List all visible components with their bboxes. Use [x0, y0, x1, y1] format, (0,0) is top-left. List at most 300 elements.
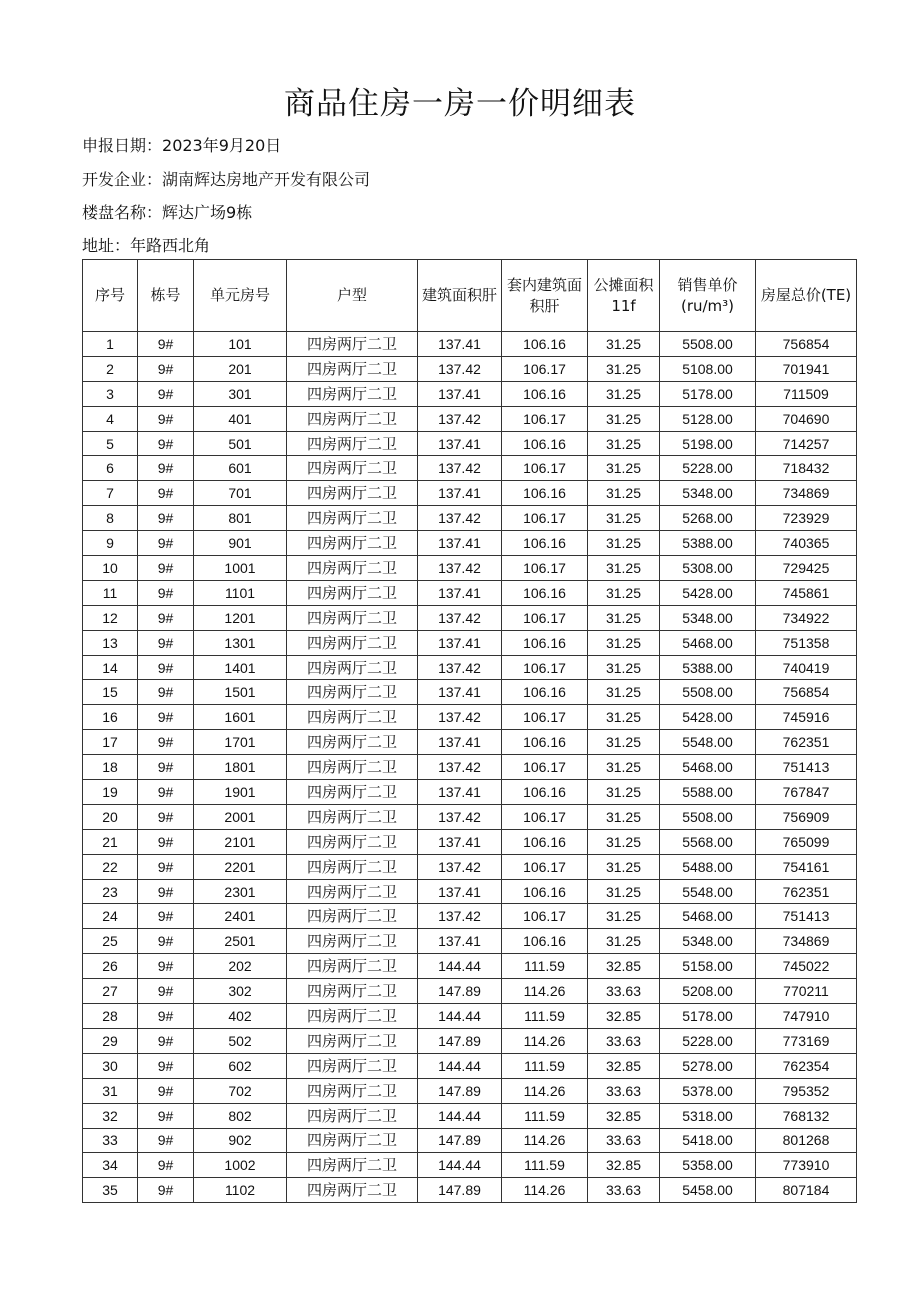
cell-col-unit-price: 5508.00 [660, 680, 756, 705]
header-col-total-price: 房屋总价(TE) [756, 260, 857, 332]
cell-col-unit-price: 5268.00 [660, 506, 756, 531]
cell-col-shared-area: 31.25 [588, 755, 660, 780]
cell-col-total-price: 740365 [756, 531, 857, 556]
cell-col-building: 9# [138, 580, 194, 605]
cell-col-shared-area: 33.63 [588, 1178, 660, 1203]
cell-col-unit: 201 [194, 356, 287, 381]
cell-col-unit: 601 [194, 456, 287, 481]
report-date-value: 2023年9月20日 [162, 136, 282, 155]
cell-col-unit-price: 5378.00 [660, 1078, 756, 1103]
cell-col-building: 9# [138, 332, 194, 357]
cell-col-seq: 30 [83, 1053, 138, 1078]
cell-col-type: 四房两厅二卫 [287, 1028, 418, 1053]
cell-col-unit-price: 5198.00 [660, 431, 756, 456]
cell-col-inner-area: 114.26 [502, 1078, 588, 1103]
cell-col-shared-area: 31.25 [588, 456, 660, 481]
cell-col-area: 137.41 [418, 680, 502, 705]
cell-col-unit: 302 [194, 979, 287, 1004]
cell-col-area: 137.42 [418, 456, 502, 481]
cell-col-type: 四房两厅二卫 [287, 879, 418, 904]
cell-col-seq: 11 [83, 580, 138, 605]
cell-col-shared-area: 31.25 [588, 531, 660, 556]
cell-col-unit: 1701 [194, 730, 287, 755]
building-line [82, 200, 252, 223]
table-row [83, 580, 857, 605]
table-row [83, 406, 857, 431]
cell-col-shared-area: 31.25 [588, 804, 660, 829]
cell-col-type: 四房两厅二卫 [287, 580, 418, 605]
cell-col-type: 四房两厅二卫 [287, 481, 418, 506]
cell-col-building: 9# [138, 1028, 194, 1053]
cell-col-type: 四房两厅二卫 [287, 1078, 418, 1103]
cell-col-seq: 21 [83, 829, 138, 854]
table-row [83, 829, 857, 854]
cell-col-building: 9# [138, 1178, 194, 1203]
cell-col-area: 137.41 [418, 730, 502, 755]
cell-col-inner-area: 106.16 [502, 879, 588, 904]
cell-col-total-price: 745916 [756, 705, 857, 730]
cell-col-total-price: 729425 [756, 556, 857, 581]
cell-col-shared-area: 31.25 [588, 605, 660, 630]
cell-col-unit: 2101 [194, 829, 287, 854]
cell-col-unit-price: 5388.00 [660, 655, 756, 680]
cell-col-total-price: 734869 [756, 481, 857, 506]
cell-col-building: 9# [138, 531, 194, 556]
cell-col-total-price: 773169 [756, 1028, 857, 1053]
cell-col-unit-price: 5228.00 [660, 1028, 756, 1053]
cell-col-unit-price: 5428.00 [660, 580, 756, 605]
cell-col-building: 9# [138, 879, 194, 904]
cell-col-building: 9# [138, 954, 194, 979]
cell-col-area: 137.41 [418, 829, 502, 854]
cell-col-shared-area: 31.25 [588, 879, 660, 904]
cell-col-unit: 1201 [194, 605, 287, 630]
cell-col-unit-price: 5158.00 [660, 954, 756, 979]
cell-col-unit: 1801 [194, 755, 287, 780]
cell-col-area: 137.41 [418, 332, 502, 357]
cell-col-inner-area: 106.16 [502, 381, 588, 406]
cell-col-shared-area: 31.25 [588, 332, 660, 357]
cell-col-unit-price: 5548.00 [660, 730, 756, 755]
cell-col-seq: 16 [83, 705, 138, 730]
cell-col-type: 四房两厅二卫 [287, 1178, 418, 1203]
cell-col-shared-area: 31.25 [588, 556, 660, 581]
cell-col-shared-area: 32.85 [588, 1103, 660, 1128]
cell-col-type: 四房两厅二卫 [287, 431, 418, 456]
cell-col-shared-area: 32.85 [588, 1004, 660, 1029]
cell-col-inner-area: 106.16 [502, 481, 588, 506]
cell-col-seq: 28 [83, 1004, 138, 1029]
cell-col-seq: 35 [83, 1178, 138, 1203]
cell-col-area: 137.41 [418, 780, 502, 805]
table-row [83, 1153, 857, 1178]
header-col-area: 建筑面积肝 [418, 260, 502, 332]
cell-col-seq: 3 [83, 381, 138, 406]
cell-col-building: 9# [138, 780, 194, 805]
header-col-unit-price: 销售单价(ru∕m³) [660, 260, 756, 332]
cell-col-seq: 10 [83, 556, 138, 581]
cell-col-building: 9# [138, 829, 194, 854]
cell-col-unit-price: 5508.00 [660, 804, 756, 829]
cell-col-inner-area: 106.17 [502, 556, 588, 581]
cell-col-type: 四房两厅二卫 [287, 1153, 418, 1178]
cell-col-unit: 2001 [194, 804, 287, 829]
cell-col-unit: 902 [194, 1128, 287, 1153]
address-value: 年路西北角 [130, 236, 211, 255]
cell-col-type: 四房两厅二卫 [287, 531, 418, 556]
cell-col-area: 137.41 [418, 879, 502, 904]
cell-col-total-price: 773910 [756, 1153, 857, 1178]
cell-col-shared-area: 31.25 [588, 730, 660, 755]
cell-col-type: 四房两厅二卫 [287, 780, 418, 805]
cell-col-seq: 8 [83, 506, 138, 531]
cell-col-seq: 25 [83, 929, 138, 954]
cell-col-shared-area: 33.63 [588, 1028, 660, 1053]
cell-col-type: 四房两厅二卫 [287, 1128, 418, 1153]
table-row [83, 854, 857, 879]
cell-col-unit: 402 [194, 1004, 287, 1029]
cell-col-unit-price: 5178.00 [660, 1004, 756, 1029]
table-row [83, 1028, 857, 1053]
cell-col-inner-area: 106.16 [502, 929, 588, 954]
cell-col-building: 9# [138, 979, 194, 1004]
cell-col-shared-area: 31.25 [588, 381, 660, 406]
cell-col-inner-area: 106.16 [502, 531, 588, 556]
cell-col-inner-area: 114.26 [502, 1128, 588, 1153]
cell-col-building: 9# [138, 755, 194, 780]
cell-col-unit-price: 5468.00 [660, 904, 756, 929]
developer-value: 湖南辉达房地产开发有限公司 [162, 170, 371, 189]
cell-col-unit-price: 5488.00 [660, 854, 756, 879]
cell-col-total-price: 765099 [756, 829, 857, 854]
table-row [83, 506, 857, 531]
cell-col-total-price: 745861 [756, 580, 857, 605]
cell-col-total-price: 756854 [756, 680, 857, 705]
cell-col-area: 137.41 [418, 630, 502, 655]
cell-col-inner-area: 111.59 [502, 954, 588, 979]
cell-col-shared-area: 31.25 [588, 356, 660, 381]
cell-col-type: 四房两厅二卫 [287, 730, 418, 755]
address-label: 地址： [82, 236, 131, 255]
developer-line [82, 167, 370, 190]
table-row [83, 655, 857, 680]
cell-col-unit: 2201 [194, 854, 287, 879]
cell-col-unit-price: 5348.00 [660, 929, 756, 954]
cell-col-area: 147.89 [418, 1078, 502, 1103]
header-col-building: 栋号 [138, 260, 194, 332]
cell-col-seq: 14 [83, 655, 138, 680]
table-row [83, 904, 857, 929]
cell-col-type: 四房两厅二卫 [287, 655, 418, 680]
table-body [83, 332, 857, 1203]
cell-col-building: 9# [138, 705, 194, 730]
cell-col-inner-area: 106.17 [502, 755, 588, 780]
cell-col-inner-area: 106.17 [502, 655, 588, 680]
cell-col-building: 9# [138, 1153, 194, 1178]
cell-col-inner-area: 106.17 [502, 854, 588, 879]
table-row [83, 1128, 857, 1153]
cell-col-seq: 7 [83, 481, 138, 506]
cell-col-building: 9# [138, 1053, 194, 1078]
cell-col-seq: 15 [83, 680, 138, 705]
cell-col-unit-price: 5588.00 [660, 780, 756, 805]
cell-col-shared-area: 33.63 [588, 1128, 660, 1153]
cell-col-unit-price: 5568.00 [660, 829, 756, 854]
cell-col-inner-area: 106.17 [502, 804, 588, 829]
cell-col-shared-area: 31.25 [588, 431, 660, 456]
cell-col-total-price: 751413 [756, 904, 857, 929]
cell-col-building: 9# [138, 431, 194, 456]
table-row [83, 780, 857, 805]
cell-col-type: 四房两厅二卫 [287, 979, 418, 1004]
cell-col-unit-price: 5468.00 [660, 755, 756, 780]
cell-col-seq: 33 [83, 1128, 138, 1153]
table-row [83, 605, 857, 630]
cell-col-type: 四房两厅二卫 [287, 381, 418, 406]
cell-col-inner-area: 106.17 [502, 605, 588, 630]
cell-col-unit-price: 5318.00 [660, 1103, 756, 1128]
table-row [83, 730, 857, 755]
cell-col-seq: 2 [83, 356, 138, 381]
cell-col-unit-price: 5388.00 [660, 531, 756, 556]
building-value: 辉达广场9栋 [162, 203, 253, 222]
cell-col-type: 四房两厅二卫 [287, 506, 418, 531]
cell-col-inner-area: 114.26 [502, 979, 588, 1004]
cell-col-area: 144.44 [418, 1053, 502, 1078]
cell-col-total-price: 723929 [756, 506, 857, 531]
table-row [83, 1078, 857, 1103]
cell-col-total-price: 756909 [756, 804, 857, 829]
cell-col-building: 9# [138, 605, 194, 630]
cell-col-type: 四房两厅二卫 [287, 1053, 418, 1078]
cell-col-inner-area: 111.59 [502, 1153, 588, 1178]
cell-col-unit: 1101 [194, 580, 287, 605]
cell-col-seq: 4 [83, 406, 138, 431]
cell-col-building: 9# [138, 481, 194, 506]
cell-col-area: 147.89 [418, 1178, 502, 1203]
report-date-line [82, 133, 281, 156]
cell-col-seq: 24 [83, 904, 138, 929]
cell-col-inner-area: 106.17 [502, 506, 588, 531]
cell-col-area: 137.42 [418, 804, 502, 829]
price-table [82, 259, 857, 1203]
cell-col-unit: 901 [194, 531, 287, 556]
cell-col-unit-price: 5228.00 [660, 456, 756, 481]
cell-col-building: 9# [138, 506, 194, 531]
cell-col-area: 137.41 [418, 481, 502, 506]
cell-col-shared-area: 31.25 [588, 929, 660, 954]
cell-col-unit: 1002 [194, 1153, 287, 1178]
cell-col-inner-area: 114.26 [502, 1178, 588, 1203]
cell-col-type: 四房两厅二卫 [287, 1004, 418, 1029]
cell-col-unit: 602 [194, 1053, 287, 1078]
cell-col-total-price: 770211 [756, 979, 857, 1004]
cell-col-seq: 17 [83, 730, 138, 755]
cell-col-type: 四房两厅二卫 [287, 929, 418, 954]
cell-col-area: 137.42 [418, 406, 502, 431]
cell-col-type: 四房两厅二卫 [287, 854, 418, 879]
table-row [83, 556, 857, 581]
cell-col-building: 9# [138, 356, 194, 381]
cell-col-shared-area: 31.25 [588, 481, 660, 506]
cell-col-type: 四房两厅二卫 [287, 630, 418, 655]
cell-col-type: 四房两厅二卫 [287, 954, 418, 979]
cell-col-seq: 29 [83, 1028, 138, 1053]
cell-col-seq: 9 [83, 531, 138, 556]
cell-col-unit-price: 5428.00 [660, 705, 756, 730]
cell-col-building: 9# [138, 630, 194, 655]
cell-col-unit: 1501 [194, 680, 287, 705]
cell-col-total-price: 704690 [756, 406, 857, 431]
cell-col-seq: 32 [83, 1103, 138, 1128]
cell-col-inner-area: 111.59 [502, 1103, 588, 1128]
cell-col-inner-area: 106.16 [502, 580, 588, 605]
table-row [83, 1178, 857, 1203]
cell-col-type: 四房两厅二卫 [287, 829, 418, 854]
cell-col-seq: 26 [83, 954, 138, 979]
cell-col-shared-area: 31.25 [588, 829, 660, 854]
table-row [83, 954, 857, 979]
cell-col-unit: 501 [194, 431, 287, 456]
header-col-unit: 单元房号 [194, 260, 287, 332]
cell-col-total-price: 762351 [756, 730, 857, 755]
cell-col-inner-area: 111.59 [502, 1053, 588, 1078]
cell-col-unit: 401 [194, 406, 287, 431]
cell-col-seq: 1 [83, 332, 138, 357]
cell-col-type: 四房两厅二卫 [287, 605, 418, 630]
cell-col-inner-area: 106.16 [502, 630, 588, 655]
header-col-type: 户型 [287, 260, 418, 332]
cell-col-area: 144.44 [418, 1153, 502, 1178]
cell-col-area: 137.42 [418, 506, 502, 531]
cell-col-total-price: 718432 [756, 456, 857, 481]
cell-col-seq: 13 [83, 630, 138, 655]
table-header-row [83, 260, 857, 332]
cell-col-building: 9# [138, 556, 194, 581]
cell-col-seq: 18 [83, 755, 138, 780]
cell-col-unit: 101 [194, 332, 287, 357]
cell-col-building: 9# [138, 1128, 194, 1153]
cell-col-total-price: 751413 [756, 755, 857, 780]
cell-col-seq: 20 [83, 804, 138, 829]
cell-col-seq: 5 [83, 431, 138, 456]
cell-col-shared-area: 31.25 [588, 854, 660, 879]
cell-col-unit-price: 5508.00 [660, 332, 756, 357]
cell-col-shared-area: 32.85 [588, 1053, 660, 1078]
cell-col-building: 9# [138, 730, 194, 755]
cell-col-total-price: 747910 [756, 1004, 857, 1029]
cell-col-area: 147.89 [418, 1128, 502, 1153]
cell-col-unit-price: 5208.00 [660, 979, 756, 1004]
cell-col-total-price: 767847 [756, 780, 857, 805]
cell-col-unit-price: 5358.00 [660, 1153, 756, 1178]
cell-col-total-price: 756854 [756, 332, 857, 357]
table-row [83, 381, 857, 406]
cell-col-unit: 1901 [194, 780, 287, 805]
table-row [83, 755, 857, 780]
cell-col-seq: 27 [83, 979, 138, 1004]
cell-col-unit: 1601 [194, 705, 287, 730]
cell-col-unit: 2301 [194, 879, 287, 904]
cell-col-unit-price: 5178.00 [660, 381, 756, 406]
cell-col-total-price: 711509 [756, 381, 857, 406]
cell-col-total-price: 795352 [756, 1078, 857, 1103]
cell-col-unit: 1301 [194, 630, 287, 655]
cell-col-type: 四房两厅二卫 [287, 1103, 418, 1128]
cell-col-seq: 34 [83, 1153, 138, 1178]
cell-col-shared-area: 31.25 [588, 705, 660, 730]
cell-col-area: 137.42 [418, 904, 502, 929]
cell-col-type: 四房两厅二卫 [287, 755, 418, 780]
cell-col-type: 四房两厅二卫 [287, 332, 418, 357]
cell-col-unit-price: 5348.00 [660, 481, 756, 506]
cell-col-area: 137.42 [418, 605, 502, 630]
cell-col-unit: 802 [194, 1103, 287, 1128]
cell-col-total-price: 751358 [756, 630, 857, 655]
table-row [83, 356, 857, 381]
cell-col-unit: 202 [194, 954, 287, 979]
cell-col-inner-area: 106.16 [502, 730, 588, 755]
cell-col-building: 9# [138, 1103, 194, 1128]
cell-col-area: 137.42 [418, 854, 502, 879]
cell-col-total-price: 745022 [756, 954, 857, 979]
cell-col-building: 9# [138, 381, 194, 406]
report-date-label: 申报日期： [82, 136, 163, 155]
cell-col-seq: 31 [83, 1078, 138, 1103]
cell-col-seq: 19 [83, 780, 138, 805]
table-row [83, 1103, 857, 1128]
cell-col-shared-area: 33.63 [588, 979, 660, 1004]
cell-col-shared-area: 32.85 [588, 954, 660, 979]
cell-col-type: 四房两厅二卫 [287, 904, 418, 929]
cell-col-area: 137.42 [418, 356, 502, 381]
address-line [82, 233, 210, 256]
table-row [83, 979, 857, 1004]
cell-col-area: 144.44 [418, 1004, 502, 1029]
cell-col-unit: 1401 [194, 655, 287, 680]
cell-col-area: 137.42 [418, 556, 502, 581]
cell-col-area: 144.44 [418, 1103, 502, 1128]
table-row [83, 1004, 857, 1029]
table-row [83, 804, 857, 829]
cell-col-inner-area: 106.17 [502, 356, 588, 381]
cell-col-unit: 301 [194, 381, 287, 406]
header-col-inner-area: 套内建筑面积肝 [502, 260, 588, 332]
cell-col-shared-area: 31.25 [588, 506, 660, 531]
cell-col-area: 144.44 [418, 954, 502, 979]
page-title: 商品住房一房一价明细表 [284, 86, 636, 122]
cell-col-unit-price: 5108.00 [660, 356, 756, 381]
cell-col-total-price: 714257 [756, 431, 857, 456]
cell-col-building: 9# [138, 904, 194, 929]
cell-col-total-price: 762354 [756, 1053, 857, 1078]
cell-col-inner-area: 106.17 [502, 904, 588, 929]
cell-col-area: 137.42 [418, 705, 502, 730]
cell-col-type: 四房两厅二卫 [287, 804, 418, 829]
cell-col-unit-price: 5548.00 [660, 879, 756, 904]
cell-col-inner-area: 106.16 [502, 780, 588, 805]
cell-col-shared-area: 31.25 [588, 655, 660, 680]
cell-col-unit: 2501 [194, 929, 287, 954]
cell-col-area: 147.89 [418, 979, 502, 1004]
cell-col-inner-area: 106.16 [502, 680, 588, 705]
cell-col-shared-area: 31.25 [588, 580, 660, 605]
table-row [83, 431, 857, 456]
cell-col-unit-price: 5458.00 [660, 1178, 756, 1203]
cell-col-total-price: 801268 [756, 1128, 857, 1153]
header-col-seq: 序号 [83, 260, 138, 332]
cell-col-building: 9# [138, 804, 194, 829]
